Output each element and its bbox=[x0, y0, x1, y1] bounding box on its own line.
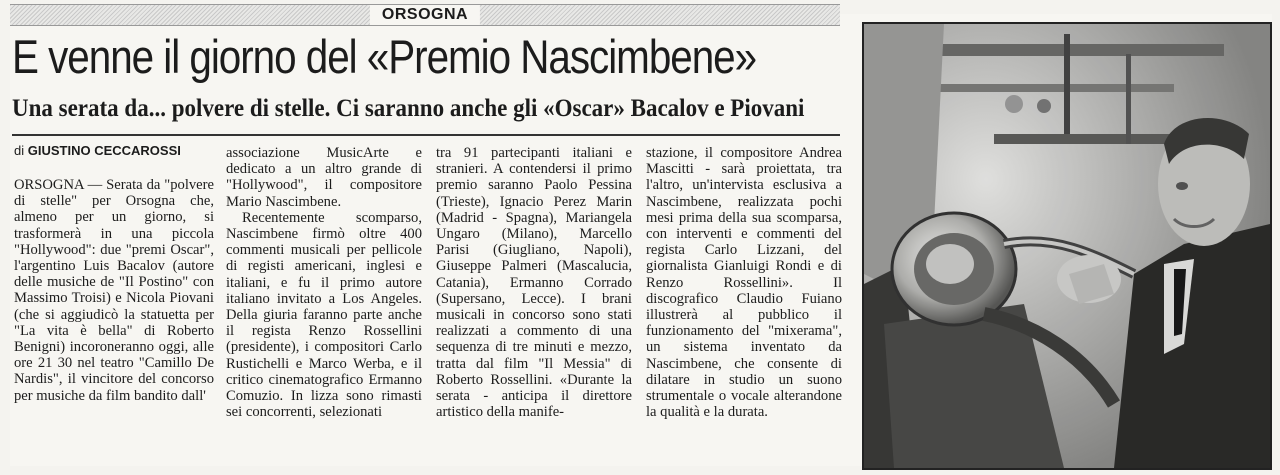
byline-author: GIUSTINO CECCAROSSI bbox=[27, 143, 181, 158]
subheadline: Una serata da... polvere di stelle. Ci saranno anche gli «Oscar» Bacalov e Piovani bbox=[12, 95, 805, 122]
article-column-4 bbox=[646, 145, 842, 420]
section-header-bar bbox=[10, 4, 840, 26]
headline-rule bbox=[12, 134, 840, 136]
headline: E venne il giorno del «Premio Nascimbene» bbox=[12, 30, 757, 83]
section-label: ORSOGNA bbox=[370, 5, 480, 25]
article-column-3 bbox=[436, 145, 632, 420]
paragraph: stazione, il compositore Andrea Mascitti - sarà proiettata, tra l'altro, un'intervista esclusiva a Nascimbene, realizzata pochi mesi prima della sua scomparsa, con interventi e commenti del regista Carlo Lizzani, del giornalista Gianluigi Rondi e di Renzo Rossellini». Il discografico Claudio Fuiano illustrerà al pubblico il funzionamento del "mixerama", un sistema inventato da Nascimbene, che consente di dilatare in studio un suono strumentale o vocale alterandone la qualità e la durata. bbox=[646, 145, 842, 421]
paragraph: associazione MusicArte e dedicato a un altro grande di "Hollywood", il compositore Mario Nascimbene. bbox=[226, 145, 422, 210]
article-column-2 bbox=[226, 145, 422, 420]
paragraph: Recentemente scomparso, Nascimbene firmò oltre 400 commenti musicali per pellicole di registi americani, inglesi e italiani, e fu il primo autore italiano invitato a Los Angeles. Della giuria faranno parte anche il regista Renzo Rossellini (presidente), i compositori Carlo Rustichelli e Marco Werba, e il critico cinematografico Ermanno Comuzio. In lizza sono rimasti sei concorrenti, selezionati bbox=[226, 209, 422, 421]
paragraph: tra 91 partecipanti italiani e stranieri. A contendersi il primo premio saranno Paolo Pessina (Trieste), Ignacio Perez Marin (Madrid - Spagna), Mariangela Ungaro (Milano), Marcello Parisi (Giugliano, Napoli), Giuseppe Palmeri (Mascalucia, Catania), Ermanno Corrado (Supersano, Lecce). I brani musicali in concorso sono stati realizzati a commento di una sequenza di tre minuti e mezzo, tratta dal film "Il Messia" di Roberto Rossellini. «Durante la serata - anticipa il direttore artistico della manife- bbox=[436, 145, 632, 421]
paragraph: ORSOGNA — Serata da "polvere di stelle" per Orsogna che, almeno per un giorno, si trasformerà in una piccola "Hollywood": due "premi Oscar", l'argentino Luis Bacalov (autore delle musiche de "Il Postino" con Massimo Troisi) e Nicola Piovani (che si aggiudicò la statuetta per "La vita è bella" di Roberto Benigni) incoroneranno oggi, alle ore 21 30 nel teatro "Camillo De Nardis", il vincitore del concorso per musiche da film bandito dall' bbox=[14, 177, 214, 404]
byline-prefix: di bbox=[14, 143, 25, 158]
article-column-1 bbox=[14, 177, 214, 404]
photo-man-with-horn bbox=[864, 24, 1270, 468]
byline bbox=[14, 143, 181, 159]
news-photo bbox=[862, 22, 1272, 470]
